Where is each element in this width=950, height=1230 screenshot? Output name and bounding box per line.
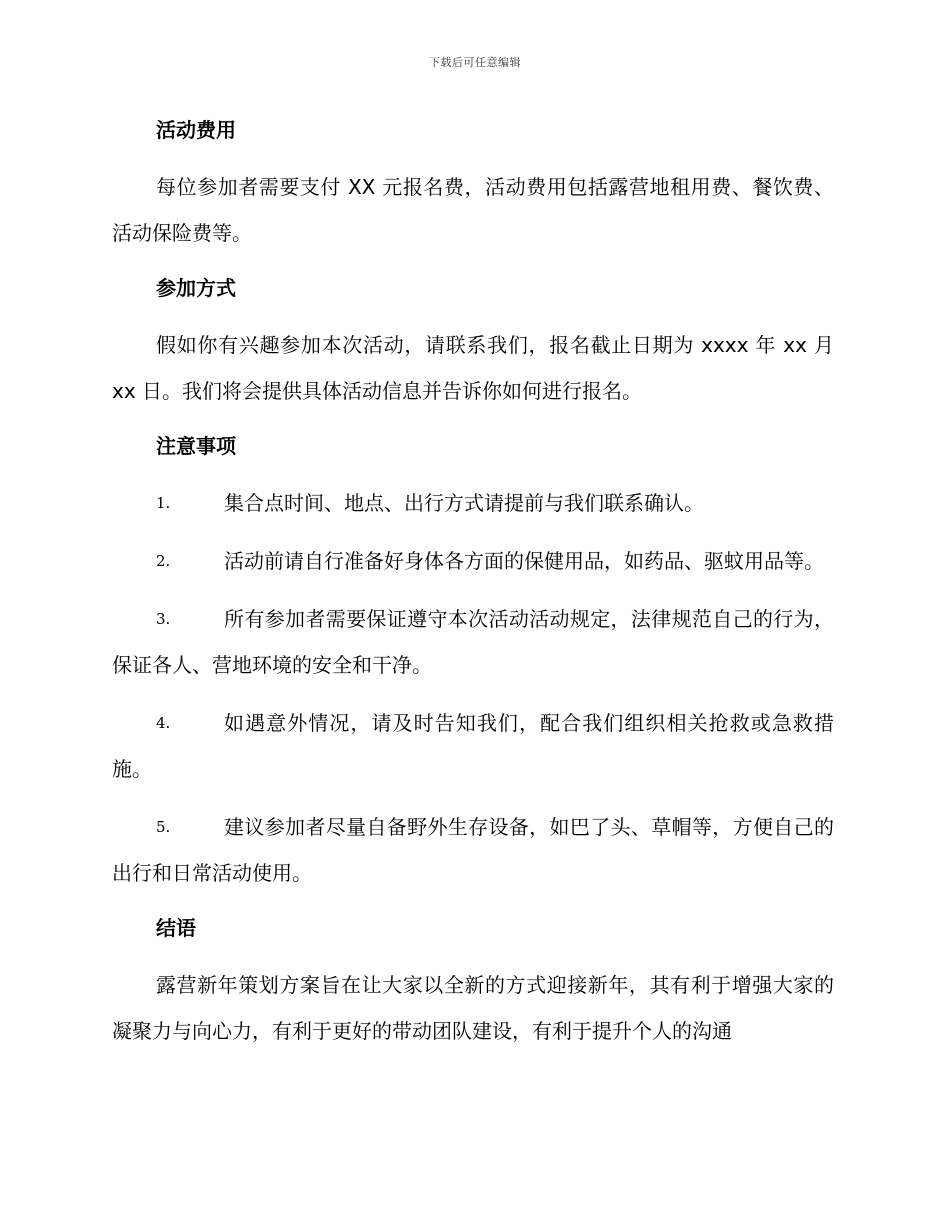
section-paragraph-conclusion: 露营新年策划方案旨在让大家以全新的方式迎接新年，其有利于增强大家的凝聚力与向心力，有利于更好的带动团队建设，有利于提升个人的沟通 (112, 973, 834, 1043)
list-item-text: 集合点时间、地点、出行方式请提前与我们联系确认。 (224, 491, 704, 515)
list-item-number: 3. (156, 610, 171, 628)
list-item (112, 596, 834, 688)
document-body (112, 112, 834, 1054)
section-heading-notes: 注意事项 (156, 434, 236, 458)
section-heading-participation: 参加方式 (156, 276, 236, 300)
list-item (112, 804, 834, 896)
list-item-text: 所有参加者需要保证遵守本次活动活动规定，法律规范自己的行为，保证各人、营地环境的安全和干净。 (112, 607, 834, 677)
list-item-text: 建议参加者尽量自备野外生存设备，如巴了头、草帽等，方便自己的出行和日常活动使用。 (112, 815, 834, 885)
section-paragraph-participation: 假如你有兴趣参加本次活动，请联系我们，报名截止日期为 xxxx 年 xx 月 xx 日。我们将会提供具体活动信息并告诉你如何进行报名。 (112, 333, 834, 403)
list-item-number: 4. (156, 714, 171, 732)
page-header-note: 下载后可任意编辑 (429, 56, 521, 69)
list-item-number: 1. (156, 494, 171, 512)
list-item (112, 480, 834, 526)
section-heading-fees: 活动费用 (156, 118, 236, 142)
list-item-number: 2. (156, 552, 171, 570)
list-item-text: 活动前请自行准备好身体各方面的保健用品，如药品、驱蚊用品等。 (224, 549, 824, 573)
section-paragraph-fees: 每位参加者需要支付 XX 元报名费，活动费用包括露营地租用费、餐饮费、活动保险费等。 (112, 175, 834, 245)
list-item-text: 如遇意外情况，请及时告知我们，配合我们组织相关抢救或急救措施。 (112, 711, 834, 781)
list-item (112, 700, 834, 792)
list-item-number: 5. (156, 818, 171, 836)
list-item (112, 538, 834, 584)
section-heading-conclusion: 结语 (156, 916, 196, 940)
